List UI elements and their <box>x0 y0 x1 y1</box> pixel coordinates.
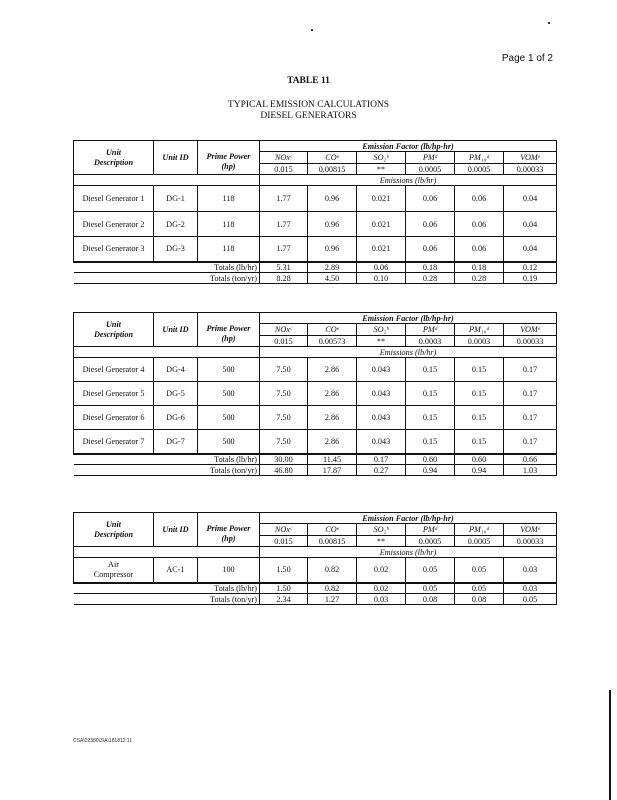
total-value: 17.87 <box>308 465 357 476</box>
emission-value: 0.06 <box>406 237 455 262</box>
totals-row <box>74 273 557 284</box>
emission-table-2 <box>73 312 557 476</box>
unit-id: DG-2 <box>154 212 198 237</box>
emission-table-3 <box>73 512 557 605</box>
emission-value: 0.06 <box>455 212 504 237</box>
unit-id: DG-5 <box>154 382 198 406</box>
table-row <box>74 358 557 382</box>
table-row <box>74 382 557 406</box>
pollutant-header: NOxᶜ <box>260 524 308 536</box>
unit-id-header: Unit ID <box>154 141 198 175</box>
total-value: 0.03 <box>357 594 406 605</box>
unit-id: DG-4 <box>154 358 198 382</box>
emission-value: 0.06 <box>455 237 504 262</box>
emission-factor-value: 0.0003 <box>406 336 455 347</box>
emission-value: 0.04 <box>504 237 557 262</box>
total-value: 0.94 <box>406 465 455 476</box>
emission-factor-value: 0.015 <box>260 164 308 175</box>
pollutant-header: PMᵈ <box>406 152 455 164</box>
unit-id: DG-6 <box>154 406 198 430</box>
document-code: CSA\02380\3\A\181812.11 <box>73 738 133 744</box>
emission-value: 2.86 <box>308 430 357 454</box>
emission-value: 1.50 <box>260 558 308 583</box>
pollutant-header: SO₂ᵇ <box>357 152 406 164</box>
scan-speck <box>311 29 313 31</box>
emissions-header: Emissions (lb/hr) <box>260 175 557 186</box>
total-value: 8.28 <box>260 273 308 284</box>
emission-value: 7.50 <box>260 382 308 406</box>
total-value: 0.27 <box>357 465 406 476</box>
pollutant-header: PM₁₀ᵈ <box>455 524 504 536</box>
emission-value: 0.06 <box>406 212 455 237</box>
table-row <box>74 237 557 262</box>
emission-value: 1.77 <box>260 237 308 262</box>
emission-value: 0.17 <box>504 358 557 382</box>
emission-value: 2.86 <box>308 382 357 406</box>
page-number: Page 1 of 2 <box>501 53 553 64</box>
emission-value: 0.021 <box>357 212 406 237</box>
emission-value: 0.15 <box>455 406 504 430</box>
unit-description: Diesel Generator 4 <box>74 358 154 382</box>
unit-description: Diesel Generator 3 <box>74 237 154 262</box>
emission-value: 0.15 <box>406 382 455 406</box>
emission-value: 0.043 <box>357 430 406 454</box>
prime-power-header: Prime Power (hp) <box>198 313 260 347</box>
emission-value: 0.03 <box>504 558 557 583</box>
emission-factor-value: 0.0003 <box>455 336 504 347</box>
total-value: 2.34 <box>260 594 308 605</box>
emission-value: 0.02 <box>357 558 406 583</box>
pollutant-header: PMᵈ <box>406 524 455 536</box>
total-value: 0.08 <box>406 594 455 605</box>
pollutant-header: VOMᵉ <box>504 324 557 336</box>
total-value: 0.02 <box>357 583 406 594</box>
pollutant-header: COᵉ <box>308 524 357 536</box>
prime-power: 100 <box>198 558 260 583</box>
emission-value: 0.043 <box>357 406 406 430</box>
total-value: 0.05 <box>455 583 504 594</box>
emission-factor-value: 0.00573 <box>308 336 357 347</box>
pollutant-header: NOxᶜ <box>260 324 308 336</box>
pollutant-header: VOMᵉ <box>504 152 557 164</box>
emission-value: 7.50 <box>260 406 308 430</box>
emission-table-1 <box>73 140 557 284</box>
table-row <box>74 406 557 430</box>
total-value: 11.45 <box>308 454 357 465</box>
prime-power: 500 <box>198 382 260 406</box>
emission-factor-value: 0.00815 <box>308 164 357 175</box>
emission-value: 0.17 <box>504 382 557 406</box>
emission-factor-value: 0.0005 <box>455 164 504 175</box>
emission-value: 0.96 <box>308 237 357 262</box>
table-title-line2: DIESEL GENERATORS <box>260 111 357 121</box>
pollutant-header: COᵉ <box>308 152 357 164</box>
emission-value: 0.15 <box>455 382 504 406</box>
unit-description: Diesel Generator 6 <box>74 406 154 430</box>
prime-power-header: Prime Power (hp) <box>198 141 260 175</box>
total-value: 1.03 <box>504 465 557 476</box>
scan-edge-line <box>609 690 611 800</box>
emission-factor-value: 0.00033 <box>504 164 557 175</box>
emission-value: 0.04 <box>504 212 557 237</box>
prime-power: 500 <box>198 430 260 454</box>
emission-value: 0.021 <box>357 186 406 212</box>
emission-value: 0.06 <box>406 186 455 212</box>
emission-factor-value: 0.00033 <box>504 336 557 347</box>
emission-value: 0.15 <box>455 430 504 454</box>
total-value: 0.18 <box>455 262 504 273</box>
emission-value: 0.021 <box>357 237 406 262</box>
table-row <box>74 212 557 237</box>
emission-value: 2.86 <box>308 406 357 430</box>
total-value: 1.50 <box>260 583 308 594</box>
total-value: 0.28 <box>455 273 504 284</box>
emission-value: 0.15 <box>406 406 455 430</box>
total-value: 0.82 <box>308 583 357 594</box>
totals-ton-yr-label: Totals (ton/yr) <box>74 273 260 284</box>
table-row <box>74 558 557 583</box>
emissions-header: Emissions (lb/hr) <box>260 547 557 558</box>
unit-description: Diesel Generator 1 <box>74 186 154 212</box>
emission-value: 0.17 <box>504 430 557 454</box>
total-value: 0.17 <box>357 454 406 465</box>
emission-value: 0.17 <box>504 406 557 430</box>
totals-row <box>74 262 557 273</box>
total-value: 0.28 <box>406 273 455 284</box>
unit-id: AC-1 <box>154 558 198 583</box>
emission-factor-value: ** <box>357 336 406 347</box>
unit-id: DG-7 <box>154 430 198 454</box>
unit-description-header: Unit Description <box>74 141 154 175</box>
unit-description-header: Unit Description <box>74 313 154 347</box>
totals-row <box>74 594 557 605</box>
total-value: 0.19 <box>504 273 557 284</box>
pollutant-header: PM₁₀ᵈ <box>455 152 504 164</box>
total-value: 0.94 <box>455 465 504 476</box>
total-value: 0.10 <box>357 273 406 284</box>
total-value: 0.03 <box>504 583 557 594</box>
emission-value: 0.04 <box>504 186 557 212</box>
total-value: 1.27 <box>308 594 357 605</box>
unit-id: DG-3 <box>154 237 198 262</box>
title-block <box>0 76 617 122</box>
unit-id-header: Unit ID <box>154 513 198 547</box>
emission-value: 0.043 <box>357 358 406 382</box>
prime-power: 500 <box>198 406 260 430</box>
unit-description-header: Unit Description <box>74 513 154 547</box>
unit-description: Diesel Generator 2 <box>74 212 154 237</box>
table-row <box>74 430 557 454</box>
emission-value: 0.96 <box>308 212 357 237</box>
emission-factor-header: Emission Factor (lb/hp-hr) <box>260 513 557 524</box>
prime-power: 118 <box>198 186 260 212</box>
emission-factor-value: 0.00815 <box>308 536 357 547</box>
totals-lb-hr-label: Totals (lb/hr) <box>74 583 260 594</box>
total-value: 0.18 <box>406 262 455 273</box>
emission-value: 7.50 <box>260 430 308 454</box>
totals-lb-hr-label: Totals (lb/hr) <box>74 454 260 465</box>
emission-factor-value: 0.00033 <box>504 536 557 547</box>
table-row <box>74 186 557 212</box>
emission-value: 1.77 <box>260 212 308 237</box>
pollutant-header: PMᵈ <box>406 324 455 336</box>
pollutant-header: PM₁₀ᵈ <box>455 324 504 336</box>
pollutant-header: SO₂ᵇ <box>357 324 406 336</box>
emission-factor-value: 0.0005 <box>406 164 455 175</box>
pollutant-header: VOMᵉ <box>504 524 557 536</box>
emission-factor-value: 0.015 <box>260 536 308 547</box>
total-value: 0.60 <box>455 454 504 465</box>
prime-power: 118 <box>198 212 260 237</box>
emission-factor-value: 0.0005 <box>455 536 504 547</box>
emissions-header: Emissions (lb/hr) <box>260 347 557 358</box>
emission-value: 7.50 <box>260 358 308 382</box>
pollutant-header: NOxᶜ <box>260 152 308 164</box>
emission-value: 1.77 <box>260 186 308 212</box>
total-value: 0.66 <box>504 454 557 465</box>
totals-row <box>74 465 557 476</box>
total-value: 46.80 <box>260 465 308 476</box>
totals-ton-yr-label: Totals (ton/yr) <box>74 465 260 476</box>
total-value: 5.31 <box>260 262 308 273</box>
total-value: 4.50 <box>308 273 357 284</box>
emission-value: 0.06 <box>455 186 504 212</box>
total-value: 0.08 <box>455 594 504 605</box>
emission-value: 0.15 <box>455 358 504 382</box>
emission-value: 0.05 <box>406 558 455 583</box>
emission-value: 0.15 <box>406 430 455 454</box>
table-title-line1: TYPICAL EMISSION CALCULATIONS <box>227 100 390 110</box>
emission-factor-value: ** <box>357 164 406 175</box>
totals-lb-hr-label: Totals (lb/hr) <box>74 262 260 273</box>
emission-factor-header: Emission Factor (lb/hp-hr) <box>260 313 557 324</box>
total-value: 30.00 <box>260 454 308 465</box>
emission-value: 0.96 <box>308 186 357 212</box>
unit-description: Diesel Generator 5 <box>74 382 154 406</box>
total-value: 0.05 <box>504 594 557 605</box>
unit-description: Air Compressor <box>74 558 154 583</box>
emission-value: 2.86 <box>308 358 357 382</box>
emission-factor-value: 0.0005 <box>406 536 455 547</box>
emission-value: 0.82 <box>308 558 357 583</box>
total-value: 0.12 <box>504 262 557 273</box>
emission-factor-value: ** <box>357 536 406 547</box>
prime-power-header: Prime Power (hp) <box>198 513 260 547</box>
total-value: 2.89 <box>308 262 357 273</box>
prime-power: 118 <box>198 237 260 262</box>
emission-factor-header: Emission Factor (lb/hp-hr) <box>260 141 557 152</box>
emission-value: 0.043 <box>357 382 406 406</box>
totals-row <box>74 583 557 594</box>
unit-id-header: Unit ID <box>154 313 198 347</box>
scan-speck <box>548 22 550 24</box>
totals-ton-yr-label: Totals (ton/yr) <box>74 594 260 605</box>
emission-value: 0.05 <box>455 558 504 583</box>
pollutant-header: SO₂ᵇ <box>357 524 406 536</box>
total-value: 0.05 <box>406 583 455 594</box>
unit-id: DG-1 <box>154 186 198 212</box>
prime-power: 500 <box>198 358 260 382</box>
total-value: 0.60 <box>406 454 455 465</box>
emission-factor-value: 0.015 <box>260 336 308 347</box>
table-number: TABLE 11 <box>287 76 330 86</box>
pollutant-header: COᵉ <box>308 324 357 336</box>
unit-description: Diesel Generator 7 <box>74 430 154 454</box>
emission-value: 0.15 <box>406 358 455 382</box>
total-value: 0.06 <box>357 262 406 273</box>
totals-row <box>74 454 557 465</box>
